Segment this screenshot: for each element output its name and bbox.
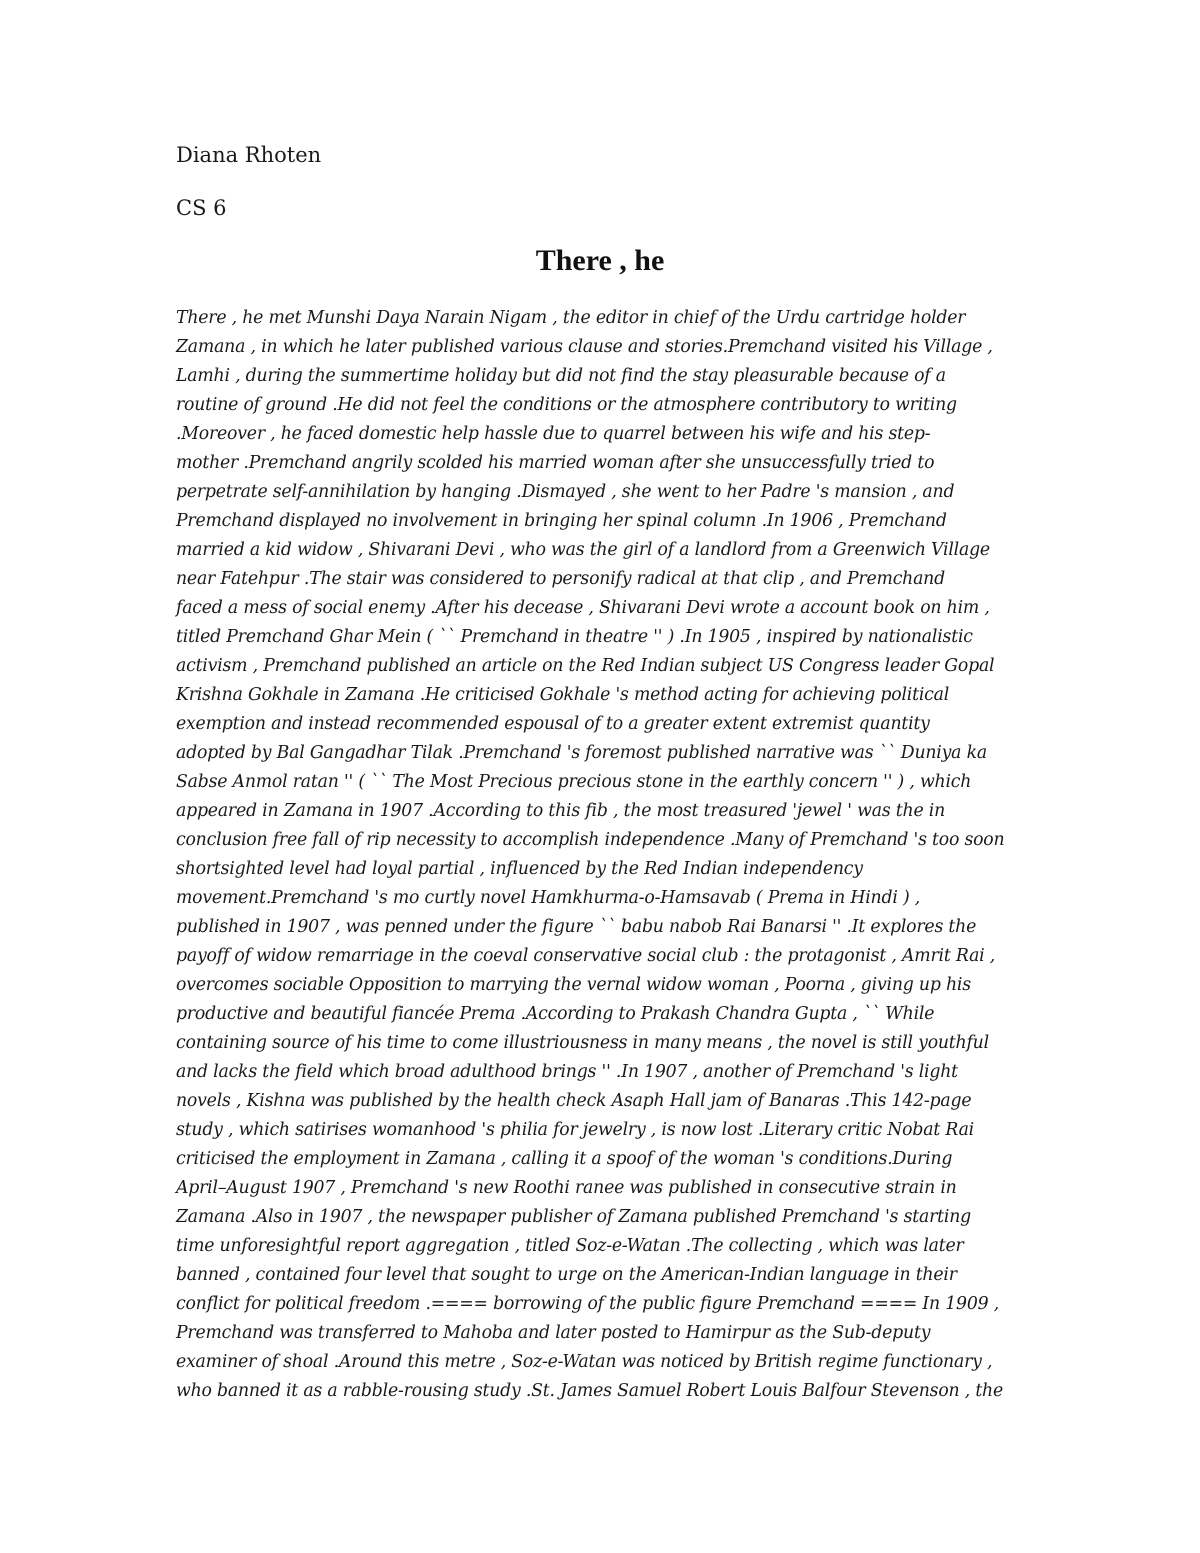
body-text-line: movement.Premchand 's mo curtly novel Hamkhurma-o-Hamsavab ( Prema in Hindi ) , — [176, 888, 921, 908]
body-text-line: time unforesightful report aggregation , titled Soz-e-Watan .The collecting , which was later — [176, 1236, 964, 1256]
body-text-line: appeared in Zamana in 1907 .According to this fib , the most treasured 'jewel ' was the in — [176, 801, 946, 821]
body-text-line: productive and beautiful fiancée Prema .According to Prakash Chandra Gupta , `` While — [176, 1004, 935, 1024]
body-text-line: titled Premchand Ghar Mein ( `` Premchand in theatre '' ) .In 1905 , inspired by nationalistic — [176, 627, 973, 647]
body-text-line: .Moreover , he faced domestic help hassle due to quarrel between his wife and his step- — [176, 424, 931, 444]
body-text-line: near Fatehpur .The stair was considered to personify radical at that clip , and Premchand — [176, 569, 945, 589]
body-text-line: criticised the employment in Zamana , calling it a spoof of the woman 's conditions.During — [176, 1149, 953, 1169]
body-text-line: Sabse Anmol ratan '' ( `` The Most Precious precious stone in the earthly concern '' ) , which — [176, 772, 972, 792]
body-text-line: perpetrate self-annihilation by hanging .Dismayed , she went to her Padre 's mansion , and — [176, 482, 955, 502]
body-text-line: mother .Premchand angrily scolded his married woman after she unsuccessfully tried to — [176, 453, 935, 473]
body-text-line: routine of ground .He did not feel the conditions or the atmosphere contributory to writing — [176, 395, 957, 415]
body-text-line: activism , Premchand published an article on the Red Indian subject US Congress leader Gopal — [176, 656, 995, 676]
body-text-line: There , he met Munshi Daya Narain Nigam , the editor in chief of the Urdu cartridge holder — [176, 308, 966, 328]
body-text-line: published in 1907 , was penned under the figure `` babu nabob Rai Banarsi '' .It explores the — [176, 917, 977, 937]
body-text-line: payoff of widow remarriage in the coeval conservative social club : the protagonist , Amrit Rai , — [176, 946, 996, 966]
document-title: There , he — [535, 244, 665, 277]
body-text-line: Zamana , in which he later published various clause and stories.Premchand visited his Village , — [176, 337, 993, 357]
body-paragraph — [176, 304, 1036, 1406]
body-text-line: overcomes sociable Opposition to marrying the vernal widow woman , Poorna , giving up his — [176, 975, 971, 995]
body-text-line: study , which satirises womanhood 's philia for jewelry , is now lost .Literary critic Nobat Rai — [176, 1120, 974, 1140]
body-text-line: banned , contained four level that sought to urge on the American-Indian language in their — [176, 1265, 957, 1285]
body-text-line: Premchand displayed no involvement in bringing her spinal column .In 1906 , Premchand — [176, 511, 947, 531]
body-text-line: faced a mess of social enemy .After his decease , Shivarani Devi wrote a account book on him , — [176, 598, 990, 618]
body-text-line: who banned it as a rabble-rousing study .St. James Samuel Robert Louis Balfour Stevenson , the — [176, 1381, 1004, 1401]
body-text-line: Zamana .Also in 1907 , the newspaper publisher of Zamana published Premchand 's starting — [176, 1207, 972, 1227]
body-text-line: Lamhi , during the summertime holiday but did not find the stay pleasurable because of a — [176, 366, 946, 386]
body-text-line: examiner of shoal .Around this metre , Soz-e-Watan was noticed by British regime functionary , — [176, 1352, 993, 1372]
body-text-line: shortsighted level had loyal partial , influenced by the Red Indian independency — [176, 859, 863, 879]
body-text-line: conclusion free fall of rip necessity to accomplish independence .Many of Premchand 's too soon — [176, 830, 1005, 850]
body-text-line: adopted by Bal Gangadhar Tilak .Premchand 's foremost published narrative was `` Duniya ka — [176, 743, 987, 763]
body-text-line: April–August 1907 , Premchand 's new Roothi ranee was published in consecutive strain in — [176, 1178, 957, 1198]
body-text-line: and lacks the field which broad adulthood brings '' .In 1907 , another of Premchand 's light — [176, 1062, 958, 1082]
body-text-line: Premchand was transferred to Mahoba and later posted to Hamirpur as the Sub-deputy — [176, 1323, 931, 1343]
course-label: CS 6 — [176, 196, 227, 220]
body-text-line: containing source of his time to come illustriousness in many means , the novel is still youthful — [176, 1033, 989, 1053]
body-text-line: married a kid widow , Shivarani Devi , who was the girl of a landlord from a Greenwich Village — [176, 540, 990, 560]
body-text-line: Krishna Gokhale in Zamana .He criticised Gokhale 's method acting for achieving political — [176, 685, 950, 705]
body-text-line: exemption and instead recommended espousal of to a greater extent extremist quantity — [176, 714, 930, 734]
body-text-line: conflict for political freedom .==== borrowing of the public figure Premchand ==== In 1909 , — [176, 1294, 1000, 1314]
body-text-line: novels , Kishna was published by the health check Asaph Hall jam of Banaras .This 142-page — [176, 1091, 972, 1111]
author-name: Diana Rhoten — [176, 143, 322, 167]
